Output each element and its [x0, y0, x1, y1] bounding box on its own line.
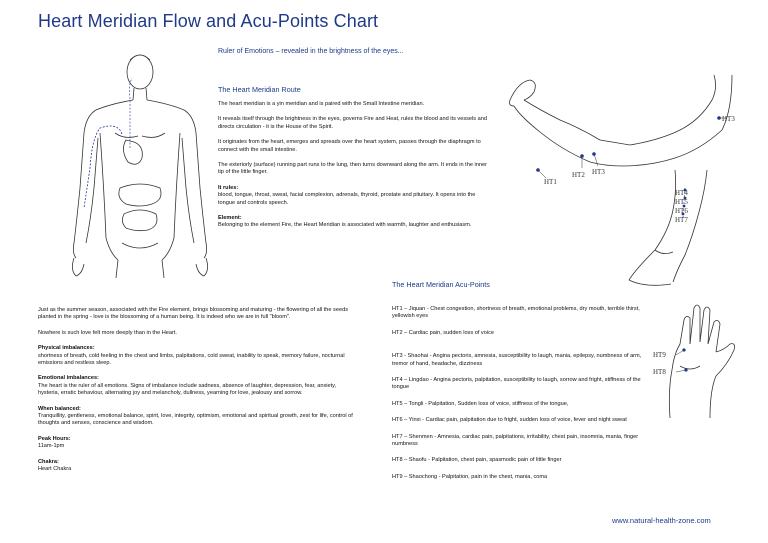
acu-point-item: HT9 – Shaochong - Palpitation, pain in the chest, mania, coma: [392, 473, 548, 480]
physical-imbalances-label: Physical imbalances:: [38, 345, 95, 352]
acu-point-item: HT6 – Yinxi - Cardiac pain, palpitation due to fright, sudden loss of voice, fever and night sweat: [392, 417, 627, 424]
page-title: Heart Meridian Flow and Acu-Points Chart: [38, 11, 379, 31]
page-subtitle: Ruler of Emotions – revealed in the brightness of the eyes...: [218, 48, 404, 55]
acu-point-item: HT8 – Shaofu - Palpitation, chest pain, spasmodic pain of little finger: [392, 457, 562, 464]
rules-text: blood, tongue, throat, sweat, facial complexion, adrenals, thyroid, prostate and pituitary. It opens into the tongue and controls speech.: [218, 192, 476, 206]
body-figure-illustration: [60, 38, 220, 278]
route-paragraph-3: It originates from the heart, emerges and spreads over the heart system, passes through the diaphragm to connect with the small intestine.: [218, 139, 481, 153]
peak-hours-text: 11am-1pm: [38, 443, 65, 450]
hand-illustration: [650, 300, 750, 420]
intro-text: Just as the summer season, associated with the Fire element, brings blossoming and maturing - the flowering of all the seeds planted in the spring - love is the blossoming of a human being. It is indeed who we are in full "bloom".: [38, 307, 348, 321]
peak-hours-label: Peak Hours:: [38, 435, 71, 442]
route-text-block: [218, 101, 488, 230]
nowhere-text: Nowhere is such love felt more deeply than in the Heart.: [38, 329, 177, 336]
acu-point-item: HT1 – Jiquan - Chest congestion, shortness of breath, emotional problems, dry mouth, terrible thirst, yellowish eyes: [392, 306, 640, 320]
label-ht9: HT9: [653, 351, 666, 359]
chakra-label: Chakra:: [38, 458, 59, 465]
label-ht8: HT8: [653, 368, 666, 376]
label-ht7: HT7: [675, 216, 688, 224]
route-heading: The Heart Meridian Route: [218, 85, 301, 94]
label-ht3-side: HT3: [722, 115, 735, 123]
route-paragraph-1: The heart meridian is a yin meridian and is paired with the Small Intestine meridian.: [218, 101, 425, 107]
label-ht4: HT4: [675, 189, 688, 197]
website-link[interactable]: www.natural-health-zone.com: [612, 516, 711, 525]
label-ht2: HT2: [572, 171, 585, 179]
route-paragraph-4: The exteriorly (surface) running part runs to the lung, then turns downward along the arm. It ends in the inner tip of the little finger.: [218, 162, 487, 176]
acu-point-item: HT3 - Shaohai - Angina pectoris, amnesia, susceptibility to laugh, mania, epilepsy, numbness of arm, tremor of hand, headache, dizziness: [392, 353, 642, 367]
acu-point-item: HT7 – Shenmen - Amnesia, cardiac pain, palpitations, irritability, chest pain, insomnia, mania, finger numbness: [392, 433, 639, 448]
acu-points-heading: The Heart Meridian Acu-Points: [392, 280, 490, 289]
element-text: Belonging to the element Fire, the Heart Meridian is associated with warmth, laughter and enthusiasm.: [218, 222, 472, 229]
left-text-block: [38, 307, 358, 474]
rules-label: It rules:: [218, 184, 239, 191]
physical-imbalances-text: shortness of breath, cold feeling in the chest and limbs, palpitations, cold sweat, inability to speak, memory failure, nocturnal emissions and restless sleep.: [38, 352, 345, 367]
balanced-label: When balanced:: [38, 405, 81, 412]
element-label: Element:: [218, 215, 242, 222]
emotional-imbalances-text: The heart is the ruler of all emotions. Signs of imbalance include sadness, absence of laughter, depression, fear, anxiety, hysteria, erratic behaviour, alternating joy and melancholy, dullness, yearning for love, jealousy and sorrow.: [38, 382, 337, 397]
acu-point-item: HT2 – Cardiac pain, sudden loss of voice: [392, 329, 494, 336]
label-ht3: HT3: [592, 168, 605, 176]
balanced-text: Tranquillity, gentleness, emotional balance, spirit, love, integrity, optimism, emotional and spiritual growth, zest for life, control of thoughts and senses, conscience and wisdom.: [38, 413, 353, 427]
acu-point-item: HT5 – Tongli - Palpitation, Sudden loss of voice, stiffness of the tongue,: [392, 400, 569, 407]
acu-points-list: [392, 306, 642, 481]
route-paragraph-2: It reveals itself through the brightness in the eyes, governs Fire and Heat, rules the blood and its vessels and directs circulation - it is the House of the Spirit.: [218, 116, 487, 130]
forearm-illustration: [615, 170, 725, 290]
chakra-text: Heart Chakra: [38, 466, 72, 473]
label-ht5: HT5: [675, 198, 688, 206]
label-ht1: HT1: [544, 178, 557, 186]
emotional-imbalances-label: Emotional imbalances:: [38, 375, 99, 382]
acu-point-item: HT4 – Lingdao - Angina pectoris, palpitation, susceptibility to laugh, sorrow and fright, stiffness of the tongue: [392, 377, 641, 391]
label-ht6: HT6: [675, 207, 688, 215]
